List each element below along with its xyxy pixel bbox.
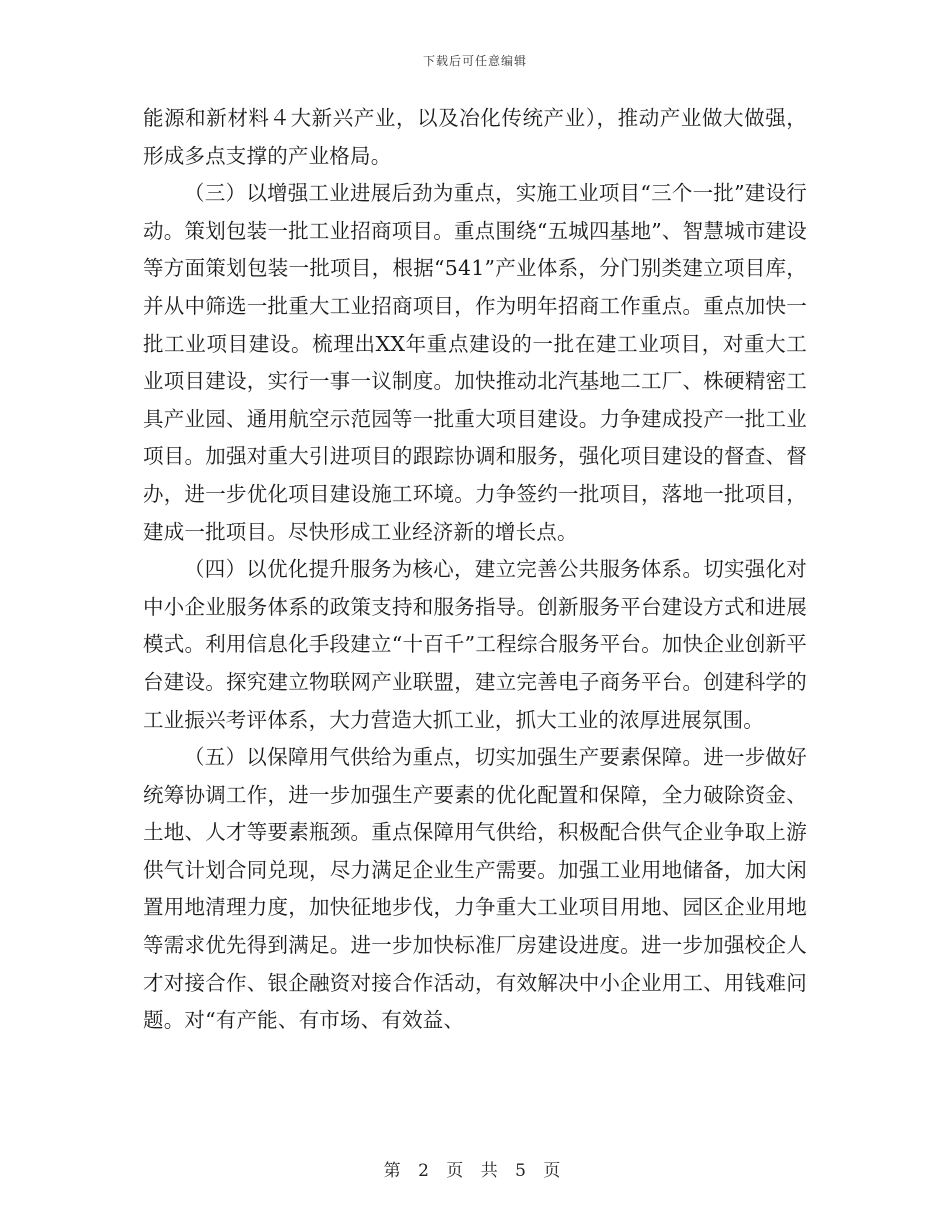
paragraph-4: （五）以保障用气供给为重点，切实加强生产要素保障。进一步做好统筹协调工作，进一步加强生产要素的优化配置和保障，全力破除资金、土地、人才等要素瓶颈。重点保障用气供给，积极配合供气企业争取上游供气计划合同兑现，尽力满足企业生产需要。加强工业用地储备，加大闲置用地清理力度，加快征地步伐，力争重大工业项目用地、园区企业用地等需求优先得到满足。进一步加快标准厂房建设进度。进一步加强校企人才对接合作、银企融资对接合作活动，有效解决中小企业用工、用钱难问题。对“有产能、有市场、有效益、 [143,745,807,1033]
document-body [143,100,807,1040]
paragraph-1: 能源和新材料４大新兴产业，以及冶化传统产业），推动产业做大做强，形成多点支撑的产业格局。 [143,106,807,168]
paragraph-3: （四）以优化提升服务为核心，建立完善公共服务体系。切实强化对中小企业服务体系的政策支持和服务指导。创新服务平台建设方式和进展模式。利用信息化手段建立“十百千”工程综合服务平台。加快企业创新平台建设。探究建立物联网产业联盟，建立完善电子商务平台。创建科学的工业振兴考评体系，大力营造大抓工业，抓大工业的浓厚进展氛围。 [143,557,807,732]
paragraph-2: （三）以增强工业进展后劲为重点，实施工业项目“三个一批”建设行动。策划包装一批工业招商项目。重点围绕“五城四基地”、智慧城市建设等方面策划包装一批项目，根据“541”产业体系，分门别类建立项目库，并从中筛选一批重大工业招商项目，作为明年招商工作重点。重点加快一批工业项目建设。梳理出XX年重点建设的一批在建工业项目，对重大工业项目建设，实行一事一议制度。加快推动北汽基地二工厂、株硬精密工具产业园、通用航空示范园等一批重大项目建设。力争建成投产一批工业项目。加强对重大引进项目的跟踪协调和服务，强化项目建设的督查、督办，进一步优化项目建设施工环境。力争签约一批项目，落地一批项目，建成一批项目。尽快形成工业经济新的增长点。 [143,181,807,544]
page-number-footer: 第 2 页 共 5 页 [383,1161,567,1181]
page-header: 下载后可任意编辑 [422,54,527,68]
